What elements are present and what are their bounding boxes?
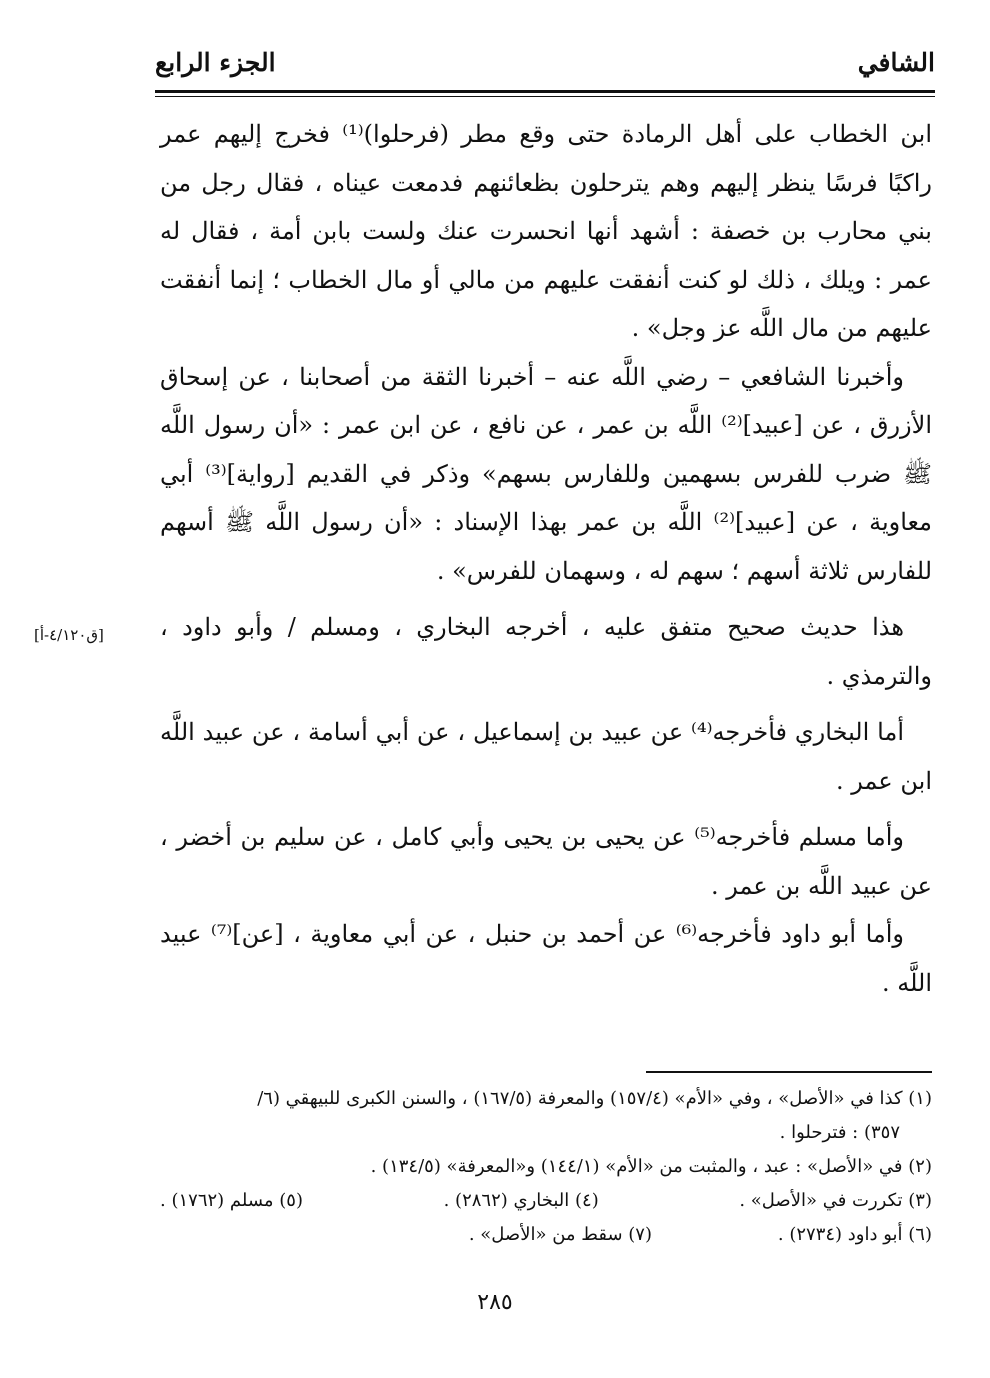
footnote-row-3-5 (160, 1184, 932, 1218)
paragraph-3: هذا حديث صحيح متفق عليه ، أخرجه البخاري ، ومسلم / وأبو داود ، والترمذي . (160, 613, 932, 690)
paragraph-2: وأخبرنا الشافعي – رضي اللَّه عنه – أخبرنا الثقة من أصحابنا ، عن إسحاق الأزرق ، عن [عبيد]⁽²⁾ اللَّه بن عمر ، عن نافع ، عن ابن عمر : «أن رسول اللَّه ﷺ ضرب للفرس بسهمين وللفارس بسهم» وذكر في القديم [رواية]⁽³⁾ أبي معاوية ، عن [عبيد]⁽²⁾ اللَّه بن عمر بهذا الإسناد : «أن رسول اللَّه ﷺ أسهم للفارس ثلاثة أسهم ؛ سهم له ، وسهمان للفرس» . (160, 362, 933, 585)
manuscript-folio-note: [ق٤/١٢٠-أ] (34, 626, 104, 644)
running-header (155, 44, 935, 88)
footnote-2: (٢) في «الأصل» : عبد ، والمثبت من «الأم» (١٤٤/١) و«المعرفة» (١٣٤/٥) . (370, 1156, 932, 1177)
page-number: ٢٨٥ (477, 1290, 513, 1315)
paragraph-5: وأما مسلم فأخرجه⁽⁵⁾ عن يحيى بن يحيى وأبي كامل ، عن سليم بن أخضر ، عن عبيد اللَّه بن عمر . (160, 823, 932, 900)
footnotes (160, 1082, 932, 1252)
footnote-5: (٥) مسلم (١٧٦٢) . (160, 1190, 303, 1211)
footnote-rule (646, 1071, 932, 1073)
header-rule-thin (155, 96, 935, 97)
footnote-3: (٣) تكررت في «الأصل» . (739, 1190, 932, 1211)
paragraph-6: وأما أبو داود فأخرجه⁽⁶⁾ عن أحمد بن حنبل ، عن أبي معاوية ، [عن]⁽⁷⁾ عبيد اللَّه . (160, 920, 932, 997)
footnote-7: (٧) سقط من «الأصل» . (468, 1224, 652, 1245)
footnote-row-6-7 (160, 1218, 932, 1252)
footnote-1: (١) كذا في «الأصل» ، وفي «الأم» (١٥٧/٤) والمعرفة (١٦٧/٥) ، والسنن الكبرى للبيهقي (٦/ (257, 1088, 932, 1109)
paragraph-4: أما البخاري فأخرجه⁽⁴⁾ عن عبيد بن إسماعيل ، عن أبي أسامة ، عن عبيد اللَّه ابن عمر . (160, 718, 932, 795)
volume-title: الجزء الرابع (155, 48, 276, 77)
header-rule-thick (155, 90, 935, 93)
footnote-6: (٦) أبو داود (٢٧٣٤) . (777, 1224, 932, 1245)
footnote-4: (٤) البخاري (٢٨٦٢) . (443, 1190, 599, 1211)
footnote-1-continuation: ٣٥٧) : فترحلوا . (779, 1122, 900, 1143)
paragraph-1: ابن الخطاب على أهل الرمادة حتى وقع مطر (فرحلوا)⁽¹⁾ فخرج إليهم عمر راكبًا فرسًا ينظر إليهم وهم يترحلون بظعائنهم فدمعت عيناه ، فقال رجل من بني محارب بن خصفة : أشهد أنها انحسرت عنك ولست بابن أمة ، فقال له عمر : ويلك ، ذلك لو كنت أنفقت عليهم من مالي أو مال الخطاب ؛ إنما أنفقت عليهم من مال اللَّه عز وجل» . (160, 120, 932, 342)
book-title: الشافي (857, 48, 935, 77)
main-text (160, 110, 932, 1007)
